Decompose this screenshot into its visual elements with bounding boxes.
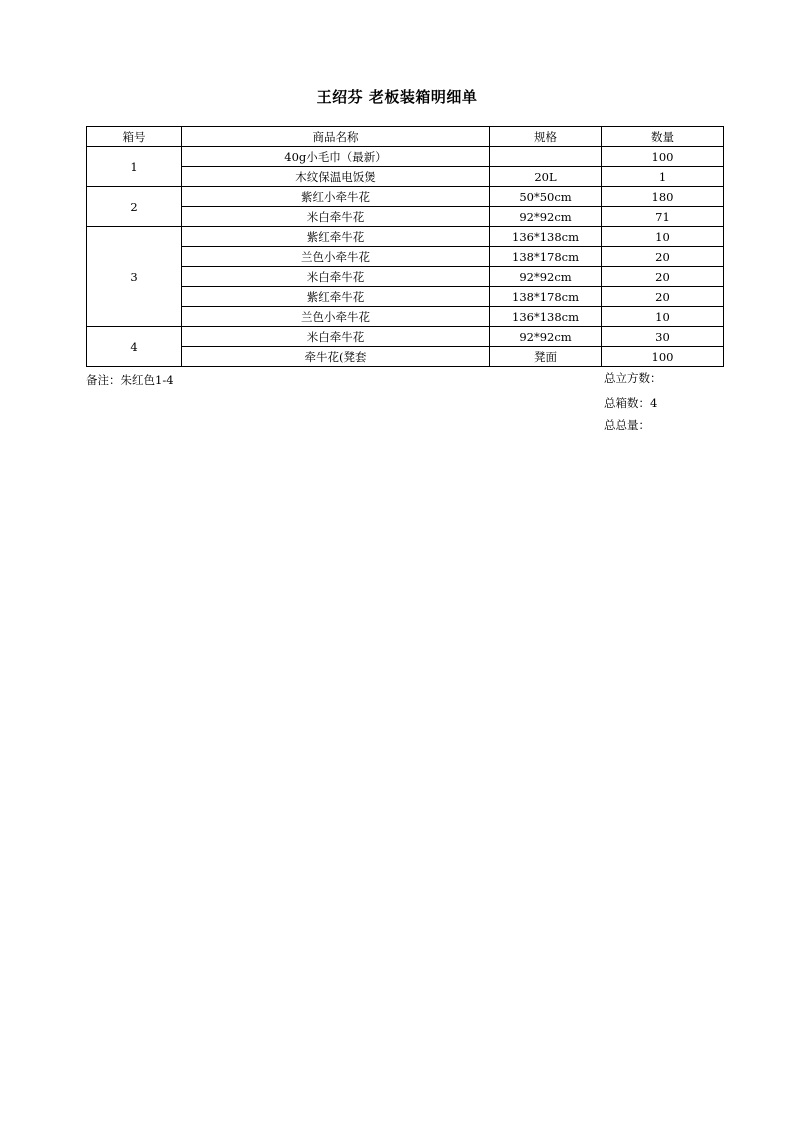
table-row — [87, 347, 724, 367]
header-quantity: 数量 — [602, 127, 724, 147]
table-row — [87, 267, 724, 287]
table-row — [87, 247, 724, 267]
table-row — [87, 207, 724, 227]
spec-cell: 92*92cm — [490, 327, 602, 347]
product-name-cell: 紫红牵牛花 — [182, 287, 490, 307]
quantity-cell: 10 — [602, 307, 724, 327]
table-row — [87, 307, 724, 327]
box-number-cell: 3 — [87, 227, 182, 327]
table-header-row — [87, 127, 724, 147]
quantity-cell: 20 — [602, 247, 724, 267]
spec-cell: 50*50cm — [490, 187, 602, 207]
product-name-cell: 40g小毛巾（最新） — [182, 147, 490, 167]
quantity-cell: 100 — [602, 147, 724, 167]
spec-cell: 92*92cm — [490, 267, 602, 287]
spec-cell: 138*178cm — [490, 247, 602, 267]
table-row — [87, 147, 724, 167]
spec-cell: 138*178cm — [490, 287, 602, 307]
spec-cell: 凳面 — [490, 347, 602, 367]
spec-cell: 20L — [490, 167, 602, 187]
spec-cell: 92*92cm — [490, 207, 602, 227]
box-number-cell: 4 — [87, 327, 182, 367]
quantity-cell: 1 — [602, 167, 724, 187]
header-specification: 规格 — [490, 127, 602, 147]
product-name-cell: 米白牵牛花 — [182, 207, 490, 227]
spec-cell: 136*138cm — [490, 307, 602, 327]
quantity-cell: 71 — [602, 207, 724, 227]
quantity-cell: 20 — [602, 287, 724, 307]
product-name-cell: 木纹保温电饭煲 — [182, 167, 490, 187]
packing-table — [86, 126, 724, 367]
table-row — [87, 167, 724, 187]
spec-cell: 136*138cm — [490, 227, 602, 247]
spec-cell — [490, 147, 602, 167]
document-title: 王绍芬 老板装箱明细单 — [316, 88, 478, 106]
quantity-cell: 30 — [602, 327, 724, 347]
product-name-cell: 紫红小牵牛花 — [182, 187, 490, 207]
product-name-cell: 牵牛花(凳套 — [182, 347, 490, 367]
remark-note: 备注：朱红色1-4 — [86, 373, 174, 387]
product-name-cell: 米白牵牛花 — [182, 327, 490, 347]
box-number-cell: 2 — [87, 187, 182, 227]
quantity-cell: 10 — [602, 227, 724, 247]
total-volume-label: 总立方数： — [604, 371, 662, 385]
total-weight-label: 总总量： — [604, 418, 650, 432]
box-number-cell: 1 — [87, 147, 182, 187]
product-name-cell: 紫红牵牛花 — [182, 227, 490, 247]
table-row — [87, 187, 724, 207]
header-box-number: 箱号 — [87, 127, 182, 147]
table-row — [87, 287, 724, 307]
quantity-cell: 180 — [602, 187, 724, 207]
product-name-cell: 兰色小牵牛花 — [182, 307, 490, 327]
total-boxes-label: 总箱数：4 — [604, 396, 658, 410]
quantity-cell: 100 — [602, 347, 724, 367]
table-row — [87, 327, 724, 347]
header-product-name: 商品名称 — [182, 127, 490, 147]
product-name-cell: 兰色小牵牛花 — [182, 247, 490, 267]
table-row — [87, 227, 724, 247]
product-name-cell: 米白牵牛花 — [182, 267, 490, 287]
quantity-cell: 20 — [602, 267, 724, 287]
